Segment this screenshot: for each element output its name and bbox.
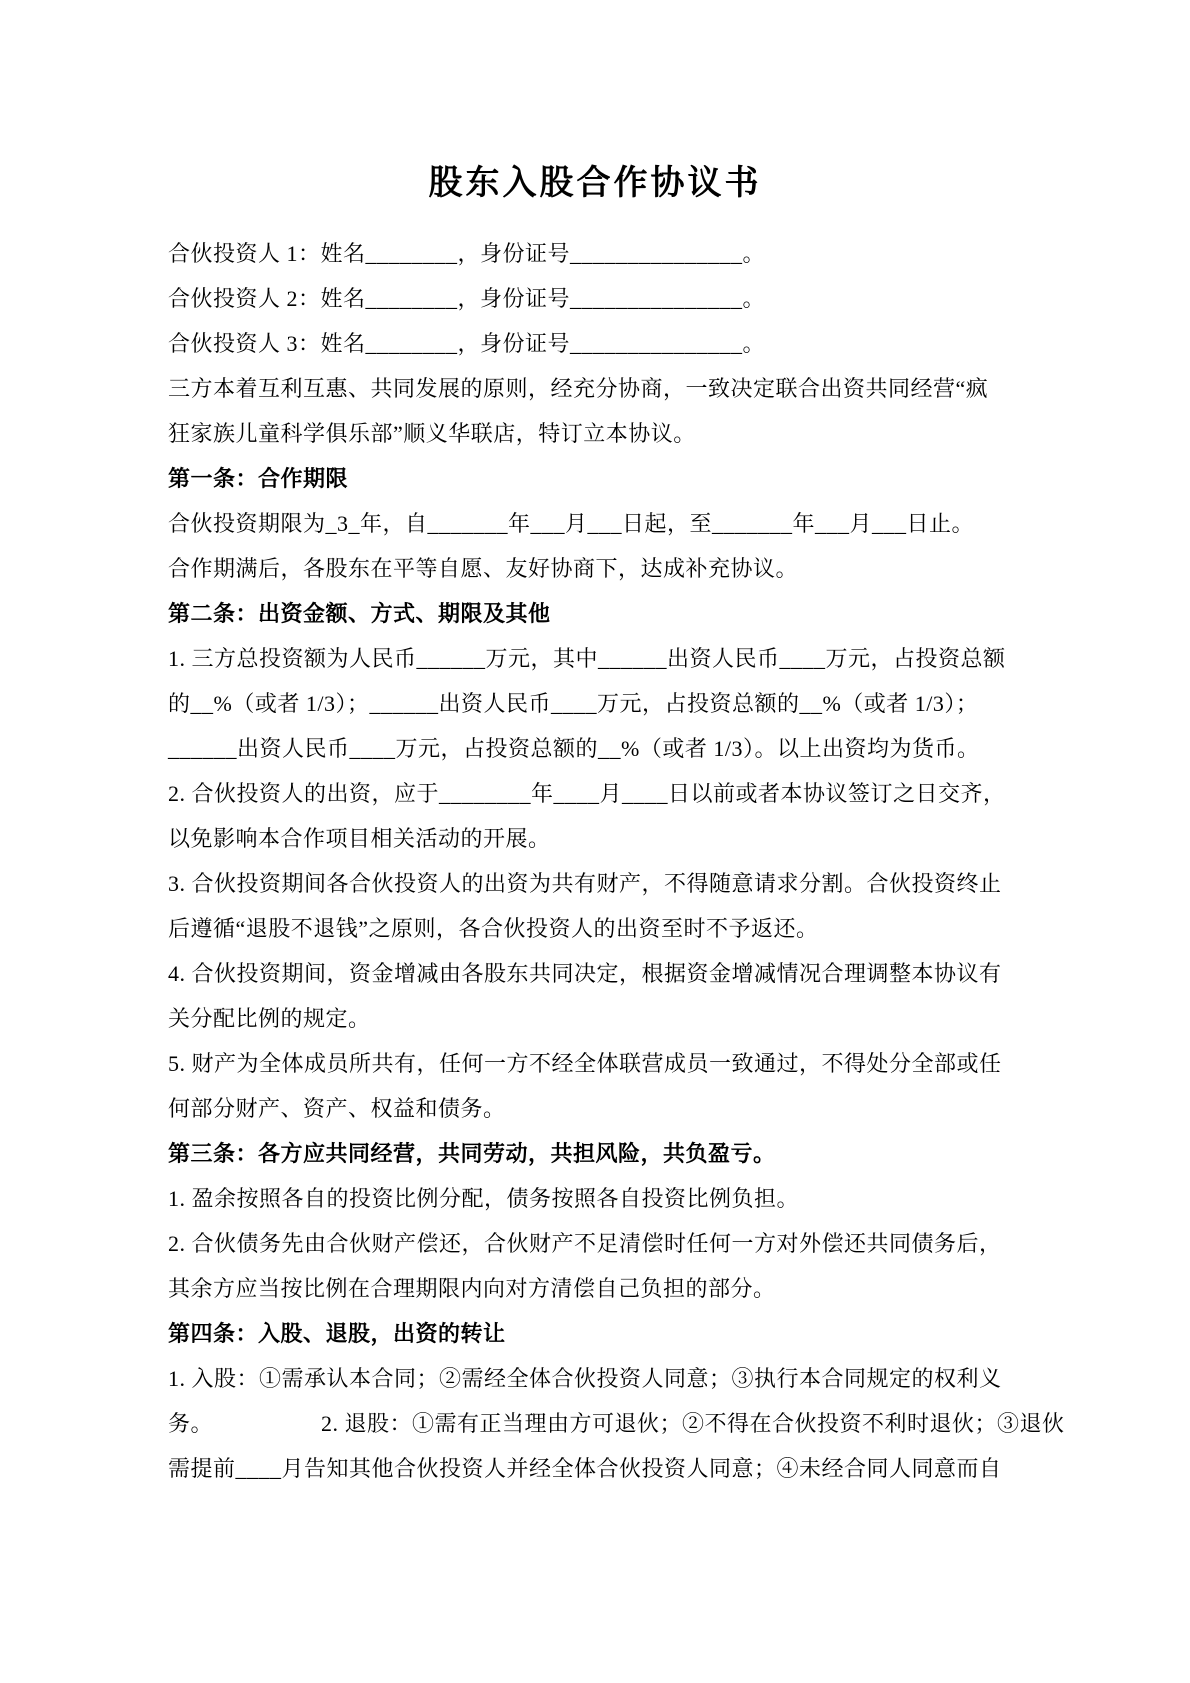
article-2-item-1-line-3: ______出资人民币____万元，占投资总额的__%（或者 1/3）。以上出资均为货币。 — [168, 736, 980, 761]
article-2-item-2-line-1: 2. 合伙投资人的出资，应于________年____月____日以前或者本协议签订之日交齐， — [168, 781, 1006, 806]
article-4-item-line-1: 1. 入股：①需承认本合同；②需经全体合伙投资人同意；③执行本合同规定的权利义 — [168, 1366, 1002, 1391]
article-2-item-1-line-2: 的__%（或者 1/3）；______出资人民币____万元，占投资总额的__%（或者 1/3）； — [168, 691, 979, 716]
article-3-item-1: 1. 盈余按照各自的投资比例分配，债务按照各自投资比例负担。 — [168, 1186, 800, 1211]
article-4-item-line-3: 需提前____月告知其他合伙投资人并经全体合伙投资人同意；④未经合同人同意而自 — [168, 1456, 1002, 1481]
party-line-1: 合伙投资人 1：姓名________，身份证号_______________。 — [168, 241, 766, 266]
article-2-heading: 第二条：出资金额、方式、期限及其他 — [168, 601, 551, 626]
article-3-heading: 第三条：各方应共同经营，共同劳动，共担风险，共负盈亏。 — [168, 1141, 776, 1166]
article-2-item-3-line-2: 后遵循“退股不退钱”之原则，各合伙投资人的出资至时不予返还。 — [168, 916, 819, 941]
article-1-line-1: 合伙投资期限为_3_年，自_______年___月___日起，至_______年___月___日止。 — [168, 511, 975, 536]
article-2-item-5-line-2: 何部分财产、资产、权益和债务。 — [168, 1096, 506, 1121]
article-3-item-2-line-1: 2. 合伙债务先由合伙财产偿还，合伙财产不足清偿时任何一方对外偿还共同债务后， — [168, 1231, 1002, 1256]
article-2-item-4-line-2: 关分配比例的规定。 — [168, 1006, 371, 1031]
party-line-2: 合伙投资人 2：姓名________，身份证号_______________。 — [168, 286, 766, 311]
article-2-item-1-line-1: 1. 三方总投资额为人民币______万元，其中______出资人民币____万元，占投资总额 — [168, 646, 1006, 671]
preamble-line-1: 三方本着互利互惠、共同发展的原则，经充分协商，一致决定联合出资共同经营“疯 — [168, 376, 989, 401]
article-4-heading: 第四条：入股、退股，出资的转让 — [168, 1321, 506, 1346]
article-2-item-4-line-1: 4. 合伙投资期间，资金增减由各股东共同决定，根据资金增减情况合理调整本协议有 — [168, 961, 1002, 986]
document-title: 股东入股合作协议书 — [428, 165, 762, 202]
party-line-3: 合伙投资人 3：姓名________，身份证号_______________。 — [168, 331, 766, 356]
article-1-line-2: 合作期满后，各股东在平等自愿、友好协商下，达成补充协议。 — [168, 556, 799, 581]
preamble-line-2: 狂家族儿童科学俱乐部”顺义华联店，特订立本协议。 — [168, 421, 696, 446]
article-1-heading: 第一条：合作期限 — [168, 466, 349, 491]
article-2-item-3-line-1: 3. 合伙投资期间各合伙投资人的出资为共有财产，不得随意请求分割。合伙投资终止 — [168, 871, 1002, 896]
article-3-item-2-line-2: 其余方应当按比例在合理期限内向对方清偿自己负担的部分。 — [168, 1276, 776, 1301]
article-2-item-2-line-2: 以免影响本合作项目相关活动的开展。 — [168, 826, 551, 851]
document-body — [168, 231, 1065, 1491]
article-2-item-5-line-1: 5. 财产为全体成员所共有，任何一方不经全体联营成员一致通过，不得处分全部或任 — [168, 1051, 1002, 1076]
article-4-item-line-2: 务。 2. 退股：①需有正当理由方可退伙；②不得在合伙投资不利时退伙；③退伙 — [168, 1411, 1065, 1436]
